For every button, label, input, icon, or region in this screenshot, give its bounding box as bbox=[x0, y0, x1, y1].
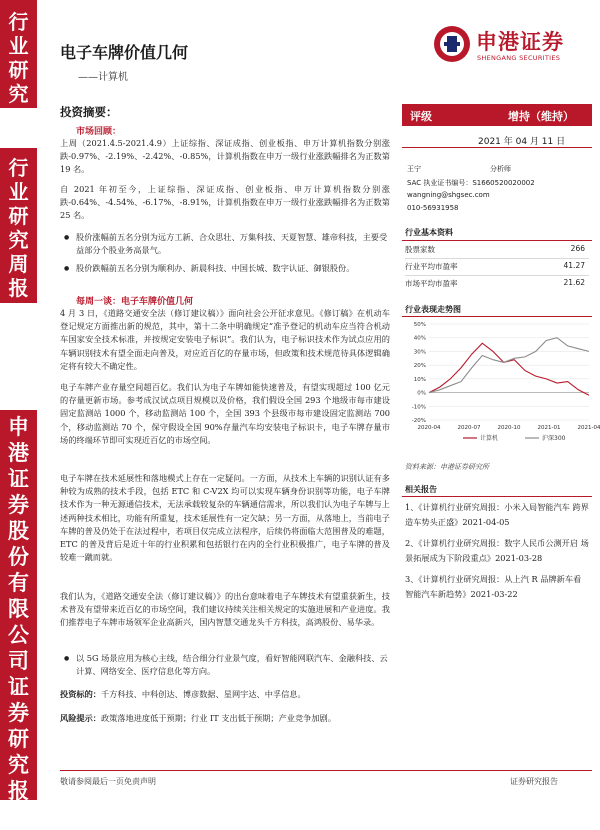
side-char: 有 bbox=[8, 570, 29, 595]
investment-targets bbox=[60, 688, 390, 701]
abstract-heading: 投资摘要： bbox=[60, 105, 118, 119]
weekly-paragraph-2: 电子车牌产业存量空间超百亿。我们认为电子车牌如能快速普及，有望实现超过 100 亿元的存量更新市场。参考成汉试点项目规模以及价格，我们假设全国 293 个地级市每市建设固定监测站 1000 个，移动监测站 100 个，全国 393 个县级市每市建设固定监测站 700 个，移动监测站 70 个，保守假设全国 90%存量汽车均安装电子标识卡，电子车牌存量市场的终端环节即可实现近百亿的市场空间。 bbox=[60, 382, 390, 445]
industry-trend-chart bbox=[403, 318, 600, 448]
chart-y-tick-label: 0% bbox=[417, 390, 426, 397]
logo-chinese-text: 申港证券 bbox=[476, 30, 564, 54]
side-char: 报 bbox=[8, 276, 29, 300]
related-report-item[interactable]: 1、《计算机行业研究周报：小米入局智能汽车 跨界造车势头正盛》2021-04-05 bbox=[405, 502, 589, 527]
related-reports-divider bbox=[402, 496, 592, 497]
rating-label: 评级 bbox=[410, 110, 432, 123]
trend-chart-heading: 行业表现走势图 bbox=[405, 304, 461, 314]
weekly-topic-heading: 每周一谈：电子车牌价值几何 bbox=[76, 297, 194, 307]
market-review-paragraph-1: 上周（2021.4.5-2021.4.9）上证综指、深证成指、创业板指、申万计算机指数分别涨跌-0.97%、-2.19%、-2.42%、-0.85%，计算机指数在申万一级行业涨跌幅排名为正数第 19 名。 bbox=[60, 138, 390, 175]
report-date: 2021 年 04 月 11 日 bbox=[478, 137, 566, 147]
side-char: 限 bbox=[8, 596, 29, 621]
side-char: 司 bbox=[8, 648, 29, 673]
analyst-name: 王宁 bbox=[407, 165, 421, 173]
chart-x-tick-label: 2021-01 bbox=[537, 425, 561, 431]
risk-warning-text: 政策落地进度低于预期；行业 IT 支出低于预期；产业竞争加剧。 bbox=[100, 713, 336, 723]
bullet-5g-theme: ● 以 5G 场景应用为核心主线，结合细分行业景气度，看好智能网联汽车、金融科技、云计算、网络安全、医疗信息化等方向。 bbox=[64, 652, 390, 678]
related-reports-heading: 相关报告 bbox=[405, 484, 437, 494]
side-char: 究 bbox=[8, 228, 29, 252]
chart-y-tick-label: -10% bbox=[411, 404, 426, 411]
chart-x-tick-label: 2021-04 bbox=[577, 425, 600, 431]
side-char: 港 bbox=[8, 440, 29, 465]
basic-info-row bbox=[405, 276, 585, 292]
basic-info-value: 266 bbox=[570, 244, 585, 253]
side-char: 业 bbox=[8, 34, 29, 58]
side-char: 业 bbox=[8, 180, 29, 204]
side-char: 行 bbox=[8, 156, 29, 180]
chart-y-tick-label: 30% bbox=[413, 349, 426, 356]
side-char: 究 bbox=[8, 82, 29, 106]
weekly-paragraph-4: 我们认为，《道路交通安全法（修订建议稿）》的出台意味着电子车牌技术有望重获新生，技术普及有望带来近百亿的市场空间，我们建议持续关注相关规定的实施进展和产业进度。我们推荐电子车牌市场领军企业高新兴，国内智慧交通龙头千方科技，高鸿股份、易华录。 bbox=[60, 591, 390, 628]
chart-legend-label: 沪深300 bbox=[542, 435, 566, 442]
side-char: 研 bbox=[8, 204, 29, 228]
side-char: 份 bbox=[8, 544, 29, 569]
report-subtitle: ——计算机 bbox=[78, 72, 128, 83]
side-char: 公 bbox=[8, 622, 29, 647]
company-logo bbox=[432, 24, 592, 74]
footer-disclaimer: 敬请参阅最后一页免责声明 bbox=[60, 777, 156, 786]
side-char: 研 bbox=[8, 58, 29, 82]
analyst-email: wangning@shgsec.com bbox=[407, 191, 490, 199]
report-title: 电子车牌价值几何 bbox=[60, 43, 189, 62]
logo-mark-icon bbox=[432, 24, 472, 64]
basic-info-key: 行业平均市盈率 bbox=[405, 262, 458, 271]
footer-divider bbox=[60, 770, 592, 771]
market-review-paragraph-2: 自 2021 年初至今，上证综指、深证成指、创业板指、申万计算机指数分别涨跌-0.64%、-4.54%、-6.17%、-8.91%，计算机指数在申万一级行业涨跌幅排名为正数第 25 名。 bbox=[60, 184, 390, 221]
side-char: 报 bbox=[8, 778, 29, 803]
side-char: 申 bbox=[8, 414, 29, 439]
chart-x-tick-label: 2020-10 bbox=[497, 425, 521, 431]
basic-info-value: 21.62 bbox=[563, 278, 585, 287]
basic-info-row bbox=[405, 259, 585, 275]
side-banner bbox=[0, 0, 37, 829]
chart-x-tick-label: 2020-04 bbox=[417, 425, 441, 431]
bullet-top-losers: ● 股价跌幅前五名分别为顺利办、新晨科技、中国长城、数字认证、御银股份。 bbox=[64, 262, 390, 275]
side-label-company-report bbox=[0, 410, 37, 829]
risk-warning-label: 风险提示： bbox=[60, 713, 101, 723]
side-char: 证 bbox=[8, 466, 29, 491]
market-review-heading: 市场回顾： bbox=[76, 127, 122, 137]
side-char: 券 bbox=[8, 700, 29, 725]
investment-targets-label: 投资标的： bbox=[60, 689, 101, 699]
chart-source: 资料来源：申港证券研究所 bbox=[405, 463, 489, 471]
related-report-item[interactable]: 2、《计算机行业研究周报：数字人民币公测开启 场景拓展成为下阶段重点》2021-03-28 bbox=[405, 538, 589, 563]
date-divider bbox=[402, 147, 592, 148]
basic-info-row bbox=[405, 242, 585, 258]
chart-y-tick-label: -20% bbox=[411, 418, 426, 424]
chart-y-tick-label: 10% bbox=[413, 376, 426, 383]
risk-warning bbox=[60, 712, 390, 725]
basic-info-divider bbox=[402, 240, 592, 241]
rating-bar bbox=[402, 104, 592, 126]
chart-y-tick-label: 40% bbox=[413, 335, 426, 342]
basic-info-key: 市场平均市盈率 bbox=[405, 279, 458, 288]
weekly-paragraph-1: 4 月 3 日，《道路交通安全法（修订建议稿）》面向社会公开征求意见。《修订稿》在机动车登记规定方面推出新的规范，其中，第十二条中明确规定“准予登记的机动车应当符合机动车国家安全技术标准，并按规定安装电子标识”。我们认为，电子标识技术作为试点应用的车辆识别技术有望全面走向普及，对应近百亿的存量市场，但政策和技术规范待具体逻辑确定将有较大不确定性。 bbox=[60, 308, 390, 371]
side-char: 股 bbox=[8, 518, 29, 543]
chart-series-line bbox=[429, 343, 589, 395]
side-char: 告 bbox=[8, 804, 29, 829]
rating-value: 增持（维持） bbox=[508, 110, 574, 123]
side-char: 究 bbox=[8, 752, 29, 777]
footer-report-type: 证券研究报告 bbox=[510, 777, 558, 786]
side-char: 券 bbox=[8, 492, 29, 517]
chart-legend-label: 计算机 bbox=[480, 435, 499, 442]
bullet-top-gainers: ● 股价涨幅前五名分别为远方工新、合众思壮、万集科技、天夏智慧、雄帝科技，主要受益部分个股业务高景气。 bbox=[64, 231, 390, 257]
side-label-industry-research bbox=[0, 0, 37, 108]
weekly-paragraph-3: 电子车牌在技术延展性和落地模式上存在一定疑问。一方面，从技术上车辆的识别认证有多种较为成熟的技术手段，包括 ETC 和 C-V2X 均可以实现车辆身份识别等功能，电子车牌技术作为一种无源通信技术，无法承载较复杂的车辆通信需求，所以我们认为电子车牌与上述两种技术相比，功能有所重复，技术延展性有一定欠缺；另一方面，从落地上，当前电子车牌的普及仍处于在法过程中，若项目仅完成立法程序，后续仍将面临大范围普及的难题，ETC 的普及背后是近十年的行业积累和包括银行在内的全行业积极推广，电子车牌的普及较难一蹴而就。 bbox=[60, 473, 390, 563]
chart-y-tick-label: 20% bbox=[413, 363, 426, 370]
chart-y-tick-label: 50% bbox=[413, 322, 426, 328]
side-char: 研 bbox=[8, 726, 29, 751]
side-char: 证 bbox=[8, 674, 29, 699]
basic-info-key: 股票家数 bbox=[405, 245, 435, 254]
basic-info-heading: 行业基本资料 bbox=[405, 227, 453, 237]
related-report-item[interactable]: 3、《计算机行业研究周报：从上汽 R 品牌新车看智能汽车新趋势》2021-03-22 bbox=[405, 574, 582, 599]
analyst-role: 分析师 bbox=[490, 165, 511, 173]
basic-info-value: 41.27 bbox=[563, 261, 585, 270]
side-label-weekly-report bbox=[0, 148, 37, 303]
side-char: 周 bbox=[8, 252, 29, 276]
investment-targets-text: 千方科技、中科创达、博彦数据、星网宇达、中孚信息。 bbox=[100, 689, 306, 699]
logo-english-text: SHENGANG SECURITIES bbox=[477, 54, 561, 62]
trend-chart-divider bbox=[402, 316, 592, 317]
analyst-sac: SAC 执业证书编号：S1660520020002 bbox=[407, 179, 535, 187]
side-char: 行 bbox=[8, 10, 29, 34]
analyst-phone: 010-56931958 bbox=[407, 204, 459, 212]
chart-x-tick-label: 2020-07 bbox=[457, 425, 481, 431]
